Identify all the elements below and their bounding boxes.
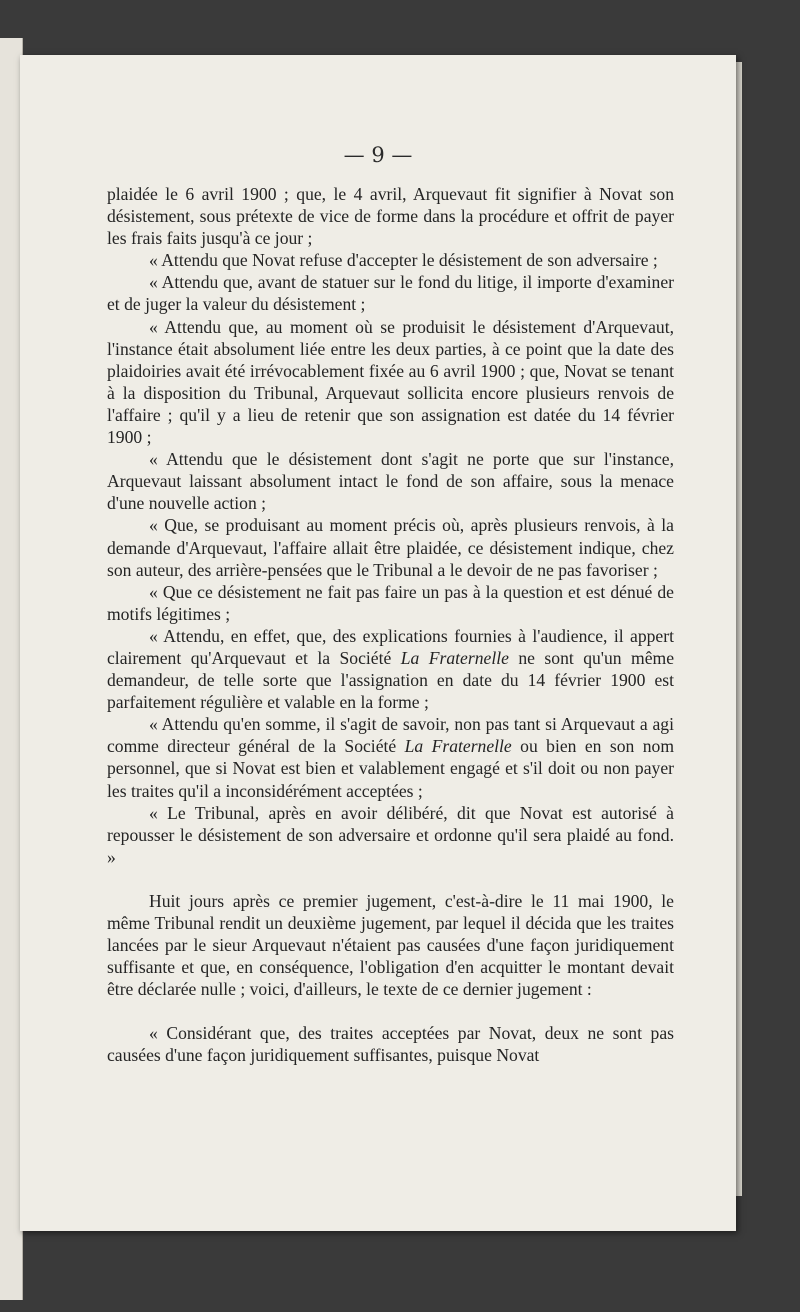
text-run: ne sont qu'un même demandeur, de telle sorte que l'assignation en date du 14 février 1900 est parfaitement régulière et valable en la forme ; [107, 647, 675, 713]
paragraph [107, 713, 674, 801]
paragraph [107, 581, 674, 625]
text-run: « Attendu que, avant de statuer sur le fond du litige, il importe d'examiner et de juger la valeur du désistement ; [107, 272, 674, 315]
italic-text: La Fraternelle [404, 736, 512, 757]
italic-text: La Fraternelle [400, 647, 509, 668]
paragraph [107, 183, 674, 249]
paragraph [107, 448, 674, 514]
text-run: « Considérant que, des traites acceptées par Novat, deux ne sont pas causées d'une façon juridiquement suffisantes, puisque Novat [107, 1023, 674, 1066]
paragraph [107, 1022, 674, 1066]
text-run: « Attendu que Novat refuse d'accepter le désistement de son adversaire ; [149, 250, 658, 271]
text-run: « Que ce désistement ne fait pas faire un pas à la question et est dénué de motifs légitimes ; [107, 581, 674, 624]
paragraph [107, 249, 674, 271]
text-run: « Attendu qu'en somme, il s'agit de savoir, non pas tant si Arquevaut a agi comme directeur général de la Société [107, 714, 674, 757]
body-text [107, 183, 674, 1067]
page-number-text: — 9 — [343, 143, 413, 167]
paragraph [107, 271, 674, 315]
paragraph [107, 316, 674, 449]
paragraph [107, 802, 674, 868]
paragraph [107, 625, 674, 713]
text-run: « Le Tribunal, après en avoir délibéré, dit que Novat est autorisé à repousser le désistement de son adversaire et ordonne qu'il sera plaidé au fond. » [107, 802, 674, 867]
paragraph [107, 890, 674, 1000]
text-run: ou bien en son nom personnel, que si Novat est bien et valablement engagé et s'il doit ou non payer les traites qu'il a inconsidérément acceptées ; [107, 736, 675, 801]
page-number [20, 143, 736, 167]
text-run: « Que, se produisant au moment précis où, après plusieurs renvois, à la demande d'Arquevaut, l'affaire allait être plaidée, ce désistement indique, chez son auteur, des arrière-pensées que le Tribunal a le devoir de ne pas favoriser ; [107, 515, 674, 580]
text-run: « Attendu, en effet, que, des explications fournies à l'audience, il appert clairement qu'Arquevaut et la Société [107, 625, 674, 668]
text-run: Huit jours après ce premier jugement, c'est-à-dire le 11 mai 1900, le même Tribunal rendit un deuxième jugement, par lequel il décida que les traites lancées par le sieur Arquevaut n'étaient pas causées d'une façon juridiquement suffisante et que, en conséquence, l'obligation d'en acquitter le montant devait être déclarée nulle ; voici, d'ailleurs, le texte de ce dernier jugement : [107, 890, 674, 1000]
text-run: « Attendu que, au moment où se produisit le désistement d'Arquevaut, l'instance était absolument liée entre les deux parties, à ce point que la date des plaidoiries avait été irrévocablement fixée au 6 avril 1900 ; que, Novat se tenant à la disposition du Tribunal, Arquevaut sollicita encore plusieurs renvois de l'affaire ; qu'il y a lieu de retenir que son assignation est datée du 14 février 1900 ; [107, 316, 674, 448]
text-run: plaidée le 6 avril 1900 ; que, le 4 avril, Arquevaut fit signifier à Novat son désistement, sous prétexte de vice de forme dans la procédure et offrit de payer les frais faits jusqu'à ce jour ; [107, 184, 674, 249]
paragraph [107, 514, 674, 580]
book-page [20, 55, 736, 1231]
text-run: « Attendu que le désistement dont s'agit ne porte que sur l'instance, Arquevaut laissant absolument intact le fond de son affaire, sous la menace d'une nouvelle action ; [107, 449, 674, 514]
